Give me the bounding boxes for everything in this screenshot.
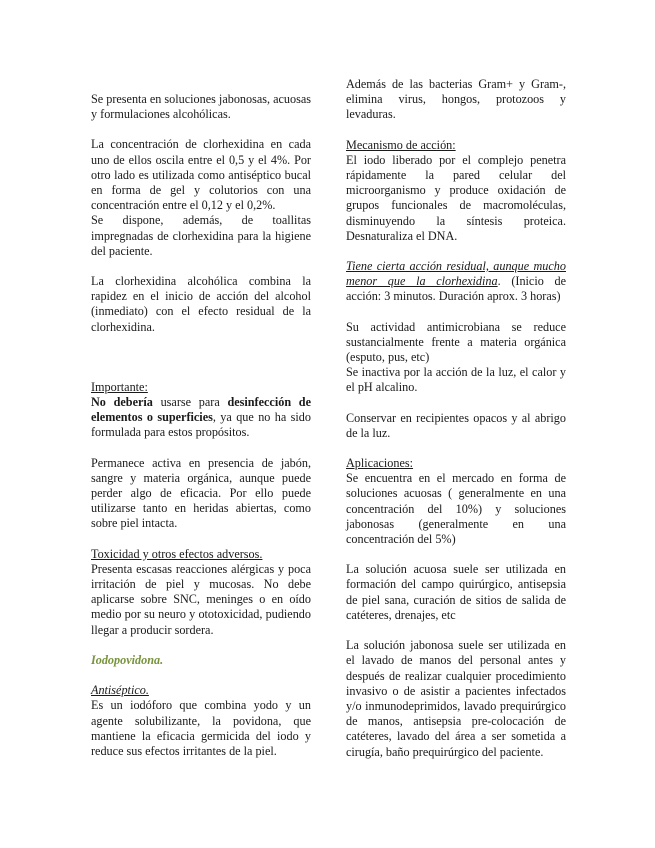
aqueous-solution-paragraph: La solución acuosa suele ser utilizada en formación del campo quirúrgico, antisepsia de piel sana, curación de sitios de salida de catéteres, drenajes, etc — [346, 562, 566, 622]
important-rest: , ya que no ha sido formulada para estos propósitos. — [91, 410, 311, 440]
important-bold-2: desinfección de elementos o superficies — [91, 395, 311, 425]
important-paragraph — [91, 395, 311, 441]
alcoholic-paragraph: La clorhexidina alcohólica combina la rapidez en el inicio de acción del alcohol (inmediato) con el efecto residual de la clorhexidina. — [91, 274, 311, 334]
spacer — [346, 244, 566, 259]
mechanism-heading: Mecanismo de acción: — [346, 137, 456, 152]
spacer — [346, 623, 566, 638]
toxicity-heading: Toxicidad y otros efectos adversos. — [91, 546, 263, 561]
applications-paragraph: Se encuentra en el mercado en forma de soluciones acuosas ( generalmente en una concentración del 10%) y soluciones jabonosas (generalmente en una concentración del 5%) — [346, 471, 566, 547]
spectrum-paragraph: Además de las bacterias Gram+ y Gram-, elimina virus, hongos, protozoos y levaduras. — [346, 77, 566, 122]
spacer — [91, 638, 311, 653]
residual-paragraph — [346, 259, 566, 305]
residual-italic: Tiene cierta acción residual, aunque mucho menor que la clorhexidina — [346, 259, 566, 289]
important-bold-1: No debería — [91, 395, 153, 410]
mechanism-paragraph: El iodo liberado por el complejo penetra rápidamente la pared celular del microorganismo y produce oxidación de grupos funcionales de macromoléculas, disminuyendo la síntesis proteica. Desnaturaliza el DNA. — [346, 152, 566, 243]
spacer — [346, 396, 566, 411]
organic-matter-paragraph: Su actividad antimicrobiana se reduce sustancialmente frente a materia orgánica (esputo, pus, etc) — [346, 319, 566, 365]
spacer — [91, 122, 311, 137]
important-heading: Importante: — [91, 379, 148, 394]
residual-rest: . (Inicio de acción: 3 minutos. Duración aprox. 3 horas) — [346, 274, 566, 304]
important-mid: usarse para — [152, 395, 228, 410]
activity-paragraph: Permanece activa en presencia de jabón, sangre y materia orgánica, aunque puede perder algo de eficacia. Por ello puede utilizarse tanto en heridas abiertas, como sobre piel intacta. — [91, 455, 311, 531]
wipes-paragraph: Se dispone, además, de toallitas impregnadas de clorhexidina para la higiene del paciente. — [91, 213, 311, 258]
spacer — [346, 305, 566, 320]
spacer — [91, 365, 311, 380]
spacer — [346, 547, 566, 562]
iodopovidona-title: Iodopovidona. — [91, 652, 164, 667]
soap-solution-paragraph: La solución jabonosa suele ser utilizada en el lavado de manos del personal antes y después de realizar cualquier procedimiento invasivo o de asistir a pacientes infectados y/o inmunodeprimidos, lavado prequirúrgico de manos, antisepsia pre-colocación de catéteres, lavado del área a ser sometida a cirugía, baño prequirúrgico del paciente. — [346, 638, 566, 759]
spacer — [91, 441, 311, 456]
antiseptico-heading: Antiséptico. — [91, 683, 149, 698]
spacer — [346, 441, 566, 456]
toxicity-paragraph: Presenta escasas reacciones alérgicas y poca irritación de piel y mucosas. No debe aplicarse sobre SNC, meninges o en oído medio por su neuro y ototoxicidad, pudiendo llegar a producir sordera. — [91, 561, 311, 637]
antiseptico-paragraph: Es un iodóforo que combina yodo y un agente solubilizante, la povidona, que mantiene la eficacia germicida del iodo y reduce sus efectos irritantes de la piel. — [91, 698, 311, 758]
spacer — [91, 668, 311, 683]
spacer — [346, 123, 566, 138]
applications-heading: Aplicaciones: — [346, 456, 414, 471]
right-column — [346, 77, 566, 760]
concentration-paragraph: La concentración de clorhexidina en cada uno de ellos oscila entre el 0,5 y el 4%. Por otro lado es utilizada como antiséptico bucal en forma de gel y colutorios con una concentración entre el 0,12 y el 0,2%. — [91, 137, 311, 213]
storage-paragraph: Conservar en recipientes opacos y al abrigo de la luz. — [346, 410, 566, 440]
spacer — [91, 259, 311, 274]
presentation-paragraph: Se presenta en soluciones jabonosas, acuosas y formulaciones alcohólicas. — [91, 92, 311, 122]
inactivation-paragraph: Se inactiva por la acción de la luz, el calor y el pH alcalino. — [346, 365, 566, 395]
spacer — [91, 335, 311, 365]
spacer — [91, 532, 311, 547]
left-column — [91, 92, 311, 759]
